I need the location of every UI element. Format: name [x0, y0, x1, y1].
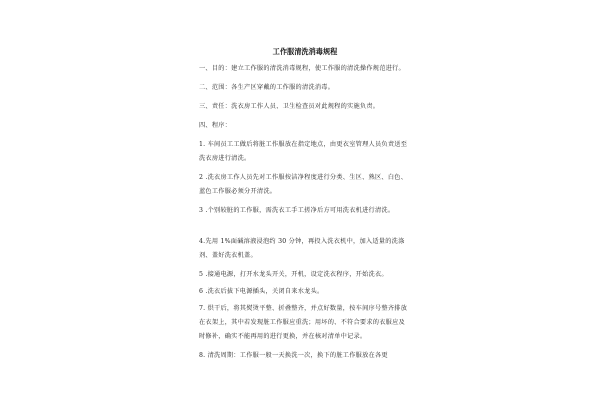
paragraph-procedure-heading: 四、程序： — [199, 122, 232, 130]
procedure-step-4: 4.先用 1%面碱溶液浸泡约 30 分钟，再投入洗衣机中，加入适量的洗涤剂、盖好洗衣机盖。 — [199, 238, 405, 260]
paragraph-responsibility: 三、责任：洗衣房工作人员、卫生检查员对此规程的实施负责。 — [199, 103, 380, 111]
procedure-step-2: 2 .洗衣房工作人员先对工作服按洁净程度进行分类、生区、熟区、白色、蓝色工作服必须分开清洗。 — [199, 174, 408, 196]
blank-line — [199, 223, 411, 235]
paragraph-purpose: 一、目的：建立工作服的清洗消毒规程，使工作服的清洗操作规范进行。 — [199, 65, 405, 73]
document-body — [199, 38, 411, 368]
procedure-step-5: 5 .接通电源，打开水龙头开关，开机，设定洗衣程序，开始洗衣。 — [199, 271, 388, 279]
procedure-step-3: 3 .个别较脏的工作服，需洗衣工手工搓净后方可用洗衣机进行清洗。 — [199, 207, 395, 215]
document-title: 工作服清洗消毒规程 — [272, 47, 338, 56]
procedure-step-1: 1. 车间员工工做后将脏工作服放在指定地点，由更衣室管理人员负责送至洗衣房进行清洗。 — [199, 141, 408, 163]
procedure-step-7: 7. 烘干后，将其熨烫平整、折叠整齐，并点好数量，按车间序号整齐排放在衣架上，其中若发现脏工作服应重洗；用坏的、不符合要求的衣服应及时修补，确实不能再用的进行更换，并在核对清单中记录。 — [199, 305, 408, 341]
paragraph-scope: 二、范围：各生产区穿戴的工作服的清洗消毒。 — [199, 84, 335, 92]
procedure-step-6: 6 .洗衣后拔下电源插头，关闭自来水龙头。 — [199, 288, 324, 296]
procedure-step-8: 8. 清洗周期：工作服一般一天换洗一次，换下的脏工作服放在各更 — [199, 352, 388, 360]
